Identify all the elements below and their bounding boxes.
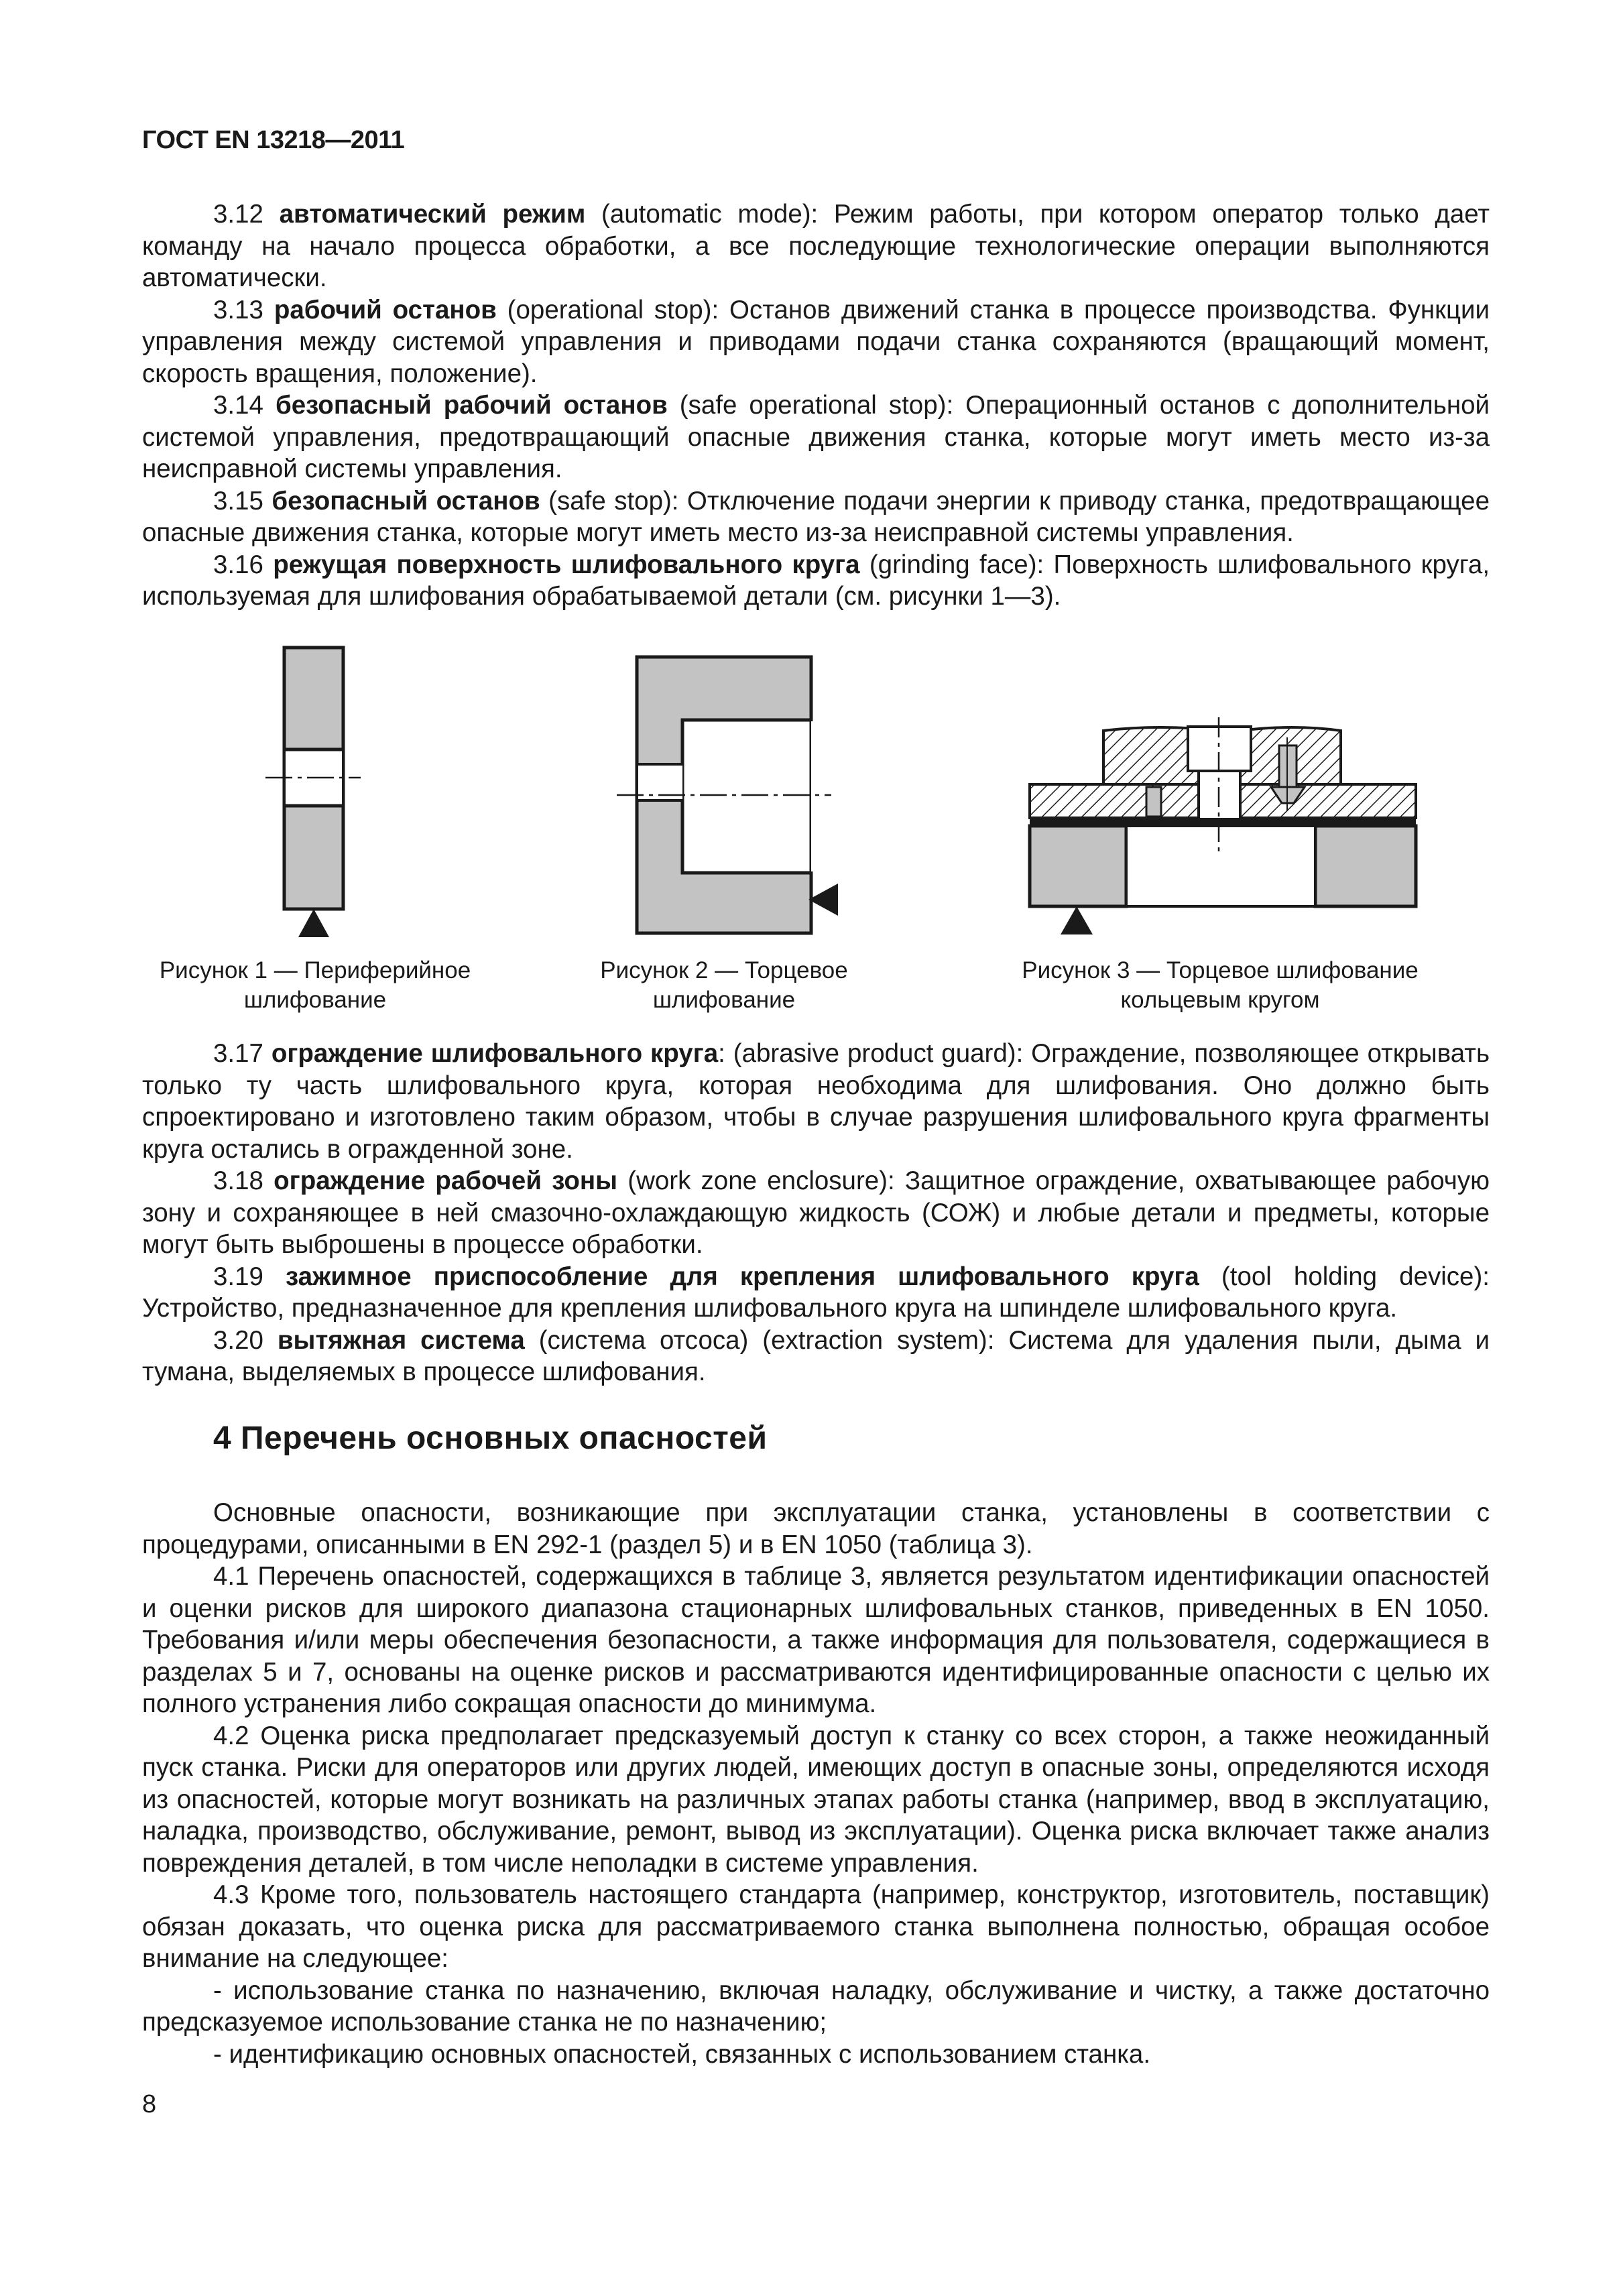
- definition-3-15: 3.15 безопасный останов (safe stop): Отключение подачи энергии к приводу станка, предотвращающее опасные движения станка, которые могут иметь место из-за неисправной системы управления.: [142, 486, 1490, 547]
- section-4-list-item: - идентификацию основных опасностей, связанных с использованием станка.: [213, 2039, 1151, 2069]
- definition-3-18: 3.18 ограждение рабочей зоны (work zone enclosure): Защитное ограждение, охватывающее рабочую зону и сохраняющее в ней смазочно-охлаждающую жидкость (СОЖ) и любые детали и предметы, которые могут быть выброшены в процессе обработки.: [142, 1166, 1490, 1259]
- triangle-marker-icon: [1061, 906, 1093, 934]
- definition-3-16: 3.16 режущая поверхность шлифовального круга (grinding face): Поверхность шлифовального круга, используемая для шлифования обрабатываемой детали (см. рисунки 1—3).: [142, 550, 1490, 611]
- term: режущая поверхность шлифовального круга: [273, 550, 860, 579]
- figure-3-ring-wheel-face-grinding-drawing: [1030, 717, 1416, 934]
- term: ограждение рабочей зоны: [274, 1166, 618, 1195]
- figure-2-caption: Рисунок 2 — Торцевое шлифование: [600, 957, 848, 1013]
- section-4-paragraph: Основные опасности, возникающие при эксплуатации станка, установлены в соответствии с процедурами, описанными в EN 292-1 (раздел 5) и в EN 1050 (таблица 3).: [142, 1498, 1490, 1559]
- figure-1-peripheral-grinding-drawing: [265, 648, 361, 937]
- triangle-marker-icon: [808, 884, 838, 916]
- definition-3-14: 3.14 безопасный рабочий останов (safe operational stop): Операционный останов с дополнительной системой управления, предотвращающий опасные движения станка, которые могут иметь место из-за неисправной системы управления.: [142, 391, 1490, 483]
- triangle-marker-icon: [298, 909, 329, 937]
- section-4-list-item: - использование станка по назначению, включая наладку, обслуживание и чистку, а также достаточно предсказуемое использование станка не по назначению;: [142, 1976, 1490, 2037]
- section-4-paragraph: 4.2 Оценка риска предполагает предсказуемый доступ к станку со всех сторон, а также неожиданный пуск станка. Риски для операторов или других людей, имеющих доступ в опасные зоны, определяются исходя из опасностей, которые могут возникать на различных этапах работы станка (например, ввод в эксплуатацию, наладка, производство, обслуживание, ремонт, вывод из эксплуатации). Оценка риска включает также анализ повреждения деталей, в том числе неполадки в системе управления.: [142, 1721, 1490, 1878]
- figure-1-caption: Рисунок 1 — Периферийное шлифование: [159, 957, 471, 1013]
- document-header: ГОСТ EN 13218—2011: [142, 126, 405, 154]
- term: безопасный останов: [272, 486, 540, 516]
- term: ограждение шлифовального круга: [271, 1039, 719, 1068]
- section-4-title: 4 Перечень основных опасностей: [213, 1421, 768, 1456]
- definitions-block-b: [142, 1038, 1490, 1388]
- term: вытяжная система: [277, 1325, 525, 1355]
- figures-row: [0, 0, 1623, 1046]
- definition-3-20: 3.20 вытяжная система (система отсоса) (extraction system): Система для удаления пыли, дыма и тумана, выделяемых в процессе шлифования.: [142, 1325, 1490, 1386]
- term: зажимное приспособление для крепления шлифовального круга: [286, 1262, 1199, 1291]
- term: автоматический режим: [279, 200, 586, 229]
- definition-3-19: 3.19 зажимное приспособление для крепления шлифовального круга (tool holding device): Устройство, предназначенное для крепления шлифовального круга на шпинделе шлифовального круга.: [142, 1262, 1490, 1323]
- term: рабочий останов: [274, 295, 497, 324]
- definition-3-17: 3.17 ограждение шлифовального круга: (abrasive product guard): Ограждение, позволяющее открывать только ту часть шлифовального круга, которая необходима для шлифования. Оно должно быть спроектировано и изготовлено таким образом, чтобы в случае разрушения шлифовального круга фрагменты круга остались в огражденной зоне.: [142, 1039, 1490, 1164]
- page-number: 8: [142, 2090, 157, 2118]
- section-4-paragraph: 4.3 Кроме того, пользователь настоящего стандарта (например, конструктор, изготовитель, поставщик) обязан доказать, что оценка риска для рассматриваемого станка выполнена полностью, обращая особое внимание на следующее:: [142, 1880, 1490, 1973]
- definition-3-13: 3.13 рабочий останов (operational stop): Останов движений станка в процессе производства. Функции управления между системой управления и приводами подачи станка сохраняются (вращающий момент, скорость вращения, положение).: [142, 295, 1490, 388]
- figure-3-caption: Рисунок 3 — Торцевое шлифование кольцевым кругом: [1022, 957, 1419, 1013]
- figure-2-face-grinding-drawing: [617, 657, 838, 933]
- section-4-body: [142, 1497, 1490, 2070]
- section-4-paragraph: 4.1 Перечень опасностей, содержащихся в таблице 3, является результатом идентификации опасностей и оценки рисков для широкого диапазона стационарных шлифовальных станков, приведенных в EN 1050. Требования и/или меры обеспечения безопасности, а также информация для пользователя, содержащиеся в разделах 5 и 7, основаны на оценке рисков и рассматриваются идентифицированные опасности с целью их полного устранения либо сокращая опасности до минимума.: [142, 1562, 1490, 1718]
- term: безопасный рабочий останов: [275, 391, 668, 420]
- definition-3-12: 3.12 автоматический режим (automatic mode): Режим работы, при котором оператор только дает команду на начало процесса обработки, а все последующие технологические операции выполняются автоматически.: [142, 200, 1490, 292]
